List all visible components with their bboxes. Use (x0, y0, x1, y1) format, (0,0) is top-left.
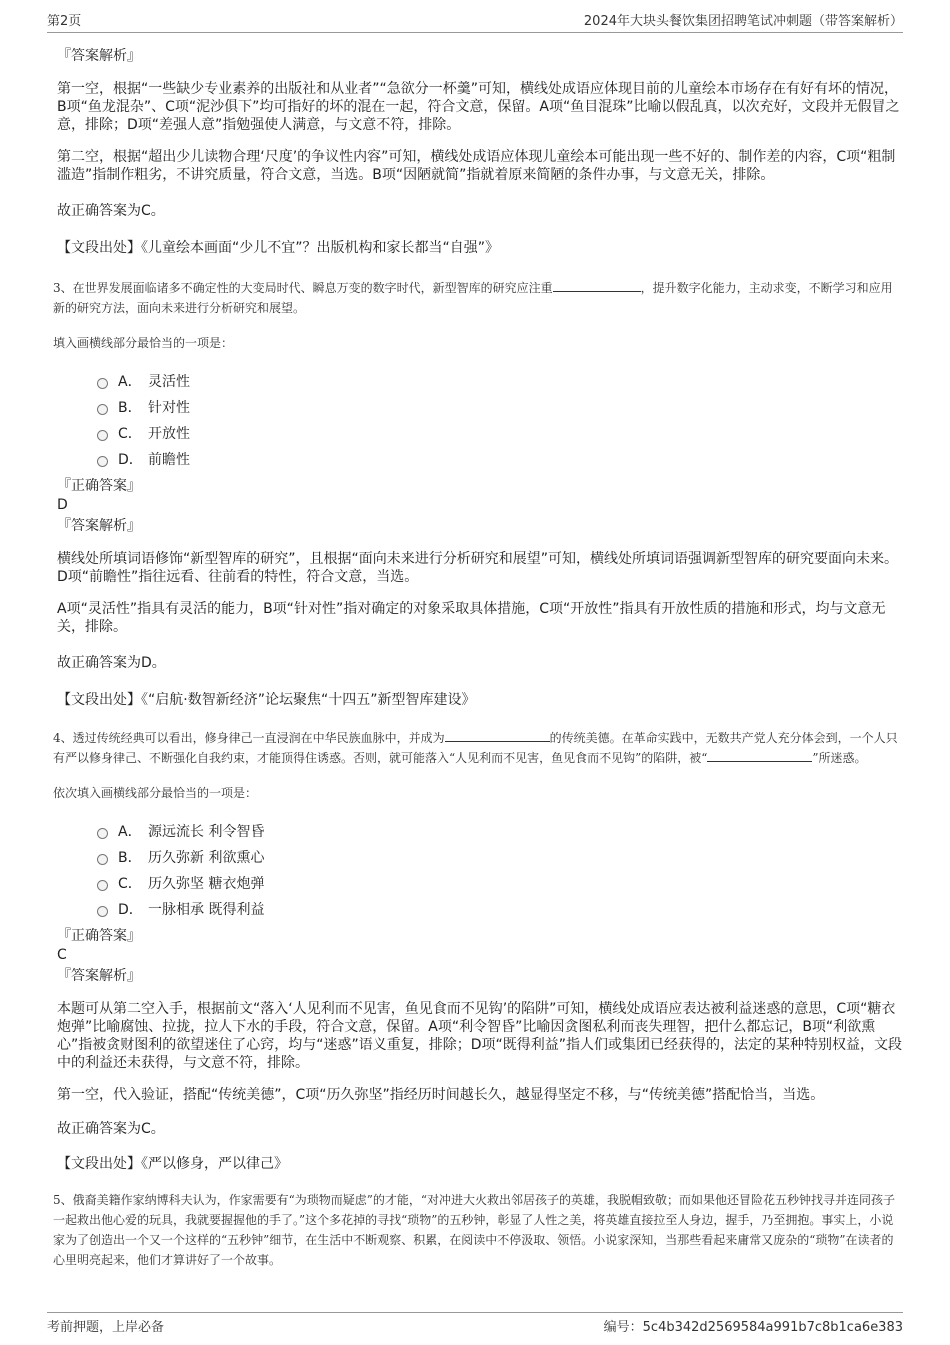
q3-option-d[interactable]: D． 前瞻性 (97, 446, 903, 472)
q3-source: 【文段出处】《“启航·数智新经济”论坛聚焦“十四五”新型智库建设》 (57, 692, 476, 708)
radio-button-icon[interactable] (97, 854, 108, 865)
q4-stem: 4、透过传统经典可以看出，修身律己一直浸润在中华民族血脉中，并成为 的传统美德。在革命实践中，无数共产党人充分体会到，一个人只有严以修身律己、不断强化自我约束，才能顶得住诱惑。否则，就可能落入“人见利而不见害，鱼见食而不见钩”的陷阱，被“ ”所迷惑。 (53, 731, 898, 765)
radio-button-icon[interactable] (97, 828, 108, 839)
q3-option-c[interactable]: C． 开放性 (97, 420, 903, 446)
q4-analysis-para1: 本题可从第二空入手，根据前文“落入‘人见利而不见害，鱼见食而不见钩’的陷阱”可知，横线处成语应表达被利益迷惑的意思，C项“糖衣炮弹”比喻腐蚀、拉拢，拉人下水的手段，符合文意，保留。A项“利令智昏”比喻因贪图私利而丧失理智，把什么都忘记，B项“利欲熏心”指被贪财图利的欲望迷住了心窍，均与“迷惑”语义重复，排除；D项“既得利益”指人们或集团已经获得的，法定的某种特别权益，文段中的利益还未获得，与文意不符，排除。 (57, 1001, 903, 1071)
footer-slogan: 考前押题，上岸必备 (47, 1320, 165, 1335)
q4-conclusion: 故正确答案为C。 (57, 1121, 165, 1137)
document-title: 2024年大块头餐饮集团招聘笔试冲刺题（带答案解析） (583, 14, 903, 29)
analysis-label: 『答案解析』 (57, 48, 141, 64)
q4-source: 【文段出处】《严以修身，严以律己》 (57, 1156, 288, 1172)
fill-blank (553, 279, 641, 292)
q4-options (97, 818, 903, 922)
radio-button-icon[interactable] (97, 378, 108, 389)
fill-blank (445, 729, 550, 742)
q4-option-b[interactable]: B． 历久弥新 利欲熏心 (97, 844, 903, 870)
q5-stem: 5、俄裔美籍作家纳博科夫认为，作家需要有“为琐物而疑虑”的才能，“对冲进大火救出邻居孩子的英雄，我脱帽致敬；而如果他还冒险花五秒钟找寻并连同孩子一起救出他心爱的玩具，我就要握握他的手了。”这个多花掉的寻找“琐物”的五秒钟，彰显了人性之美，将英雄直接拉至人身边，握手，乃至拥抱。事实上，小说家为了创造出一个又一个这样的“五秒钟”细节，在生活中不断观察、积累，在阅读中不停汲取、领悟。小说家深知，当那些看起来庸常又庞杂的“琐物”在读者的心里明亮起来，他们才算讲好了一个故事。 (53, 1193, 896, 1267)
q3-source-title: 《“启航·数智新经济”论坛聚焦“十四五”新型智库建设》 (141, 692, 476, 708)
page-number: 第2页 (47, 14, 82, 29)
page-footer (47, 1312, 903, 1335)
q3-instruction: 填入画横线部分最恰当的一项是： (53, 336, 234, 350)
q3-options (97, 368, 903, 472)
q4-option-d[interactable]: D． 一脉相承 既得利益 (97, 896, 903, 922)
q4-analysis-para2: 第一空，代入验证，搭配“传统美德”，C项“历久弥坚”指经历时间越长久，越显得坚定不移，与“传统美德”搭配恰当，当选。 (57, 1087, 825, 1103)
q4-answer: C (57, 947, 67, 963)
radio-button-icon[interactable] (97, 430, 108, 441)
q3-analysis-para2: A项“灵活性”指具有灵活的能力，B项“针对性”指对确定的对象采取具体措施，C项“开放性”指具有开放性质的措施和形式，均与文意无关，排除。 (57, 601, 886, 635)
fill-blank (707, 749, 812, 762)
q3-conclusion: 故正确答案为D。 (57, 655, 166, 671)
q3-analysis-para1: 横线处所填词语修饰“新型智库的研究”，且根据“面向未来进行分析研究和展望”可知，横线处所填词语强调新型智库的研究要面向未来。D项“前瞻性”指往远看、往前看的特性，符合文意，当选。 (57, 551, 899, 585)
page-header (47, 10, 903, 33)
q2-analysis-para2: 第二空，根据“超出少儿读物合理‘尺度’的争议性内容”可知，横线处成语应体现儿童绘本可能出现一些不好的、制作差的内容，C项“粗制滥造”指制作粗劣，不讲究质量，符合文意，当选。B项“因陋就简”指就着原来简陋的条件办事，与文意无关，排除。 (57, 149, 896, 183)
q2-source-title: 《儿童绘本画面“少儿不宜”？出版机构和家长都当“自强”》 (141, 240, 500, 256)
analysis-label: 『答案解析』 (57, 518, 141, 534)
q3-option-a[interactable]: A． 灵活性 (97, 368, 903, 394)
q4-option-a[interactable]: A． 源远流长 利令智昏 (97, 818, 903, 844)
q3-option-b[interactable]: B． 针对性 (97, 394, 903, 420)
q4-option-c[interactable]: C． 历久弥坚 糖衣炮弹 (97, 870, 903, 896)
question-5 (53, 1190, 903, 1270)
radio-button-icon[interactable] (97, 906, 108, 917)
question-4 (53, 728, 903, 1174)
radio-button-icon[interactable] (97, 880, 108, 891)
q2-source (57, 238, 903, 258)
document-id: 编号：5c4b342d2569584a991b7c8b1ca6e383 (603, 1320, 903, 1335)
question-3 (53, 278, 903, 710)
source-label: 【文段出处】 (57, 240, 141, 256)
analysis-label: 『答案解析』 (57, 968, 141, 984)
q3-answer: D (57, 497, 68, 513)
correct-answer-label: 『正确答案』 (57, 478, 141, 494)
q4-instruction: 依次填入画横线部分最恰当的一项是： (53, 786, 258, 800)
q4-source-title: 《严以修身，严以律己》 (141, 1156, 288, 1172)
q3-stem: 3、在世界发展面临诸多不确定性的大变局时代、瞬息万变的数字时代，新型智库的研究应注重 ，提升数字化能力，主动求变，不断学习和应用新的研究方法，面向未来进行分析研究和展望。 (53, 281, 893, 315)
correct-answer-label: 『正确答案』 (57, 928, 141, 944)
q2-analysis-para1: 第一空，根据“一些缺少专业素养的出版社和从业者”“急欲分一杯羹”可知，横线处成语应体现目前的儿童绘本市场存在有好有坏的情况，B项“鱼龙混杂”、C项“泥沙俱下”均可指好的坏的混在一起，符合文意，保留。A项“鱼目混珠”比喻以假乱真，以次充好，文段并无假冒之意，排除；D项“差强人意”指勉强使人满意，与文意不符，排除。 (57, 81, 900, 133)
radio-button-icon[interactable] (97, 404, 108, 415)
radio-button-icon[interactable] (97, 456, 108, 467)
q2-analysis-block (57, 46, 903, 258)
q2-conclusion: 故正确答案为C。 (57, 203, 165, 219)
document-body (53, 38, 903, 1270)
